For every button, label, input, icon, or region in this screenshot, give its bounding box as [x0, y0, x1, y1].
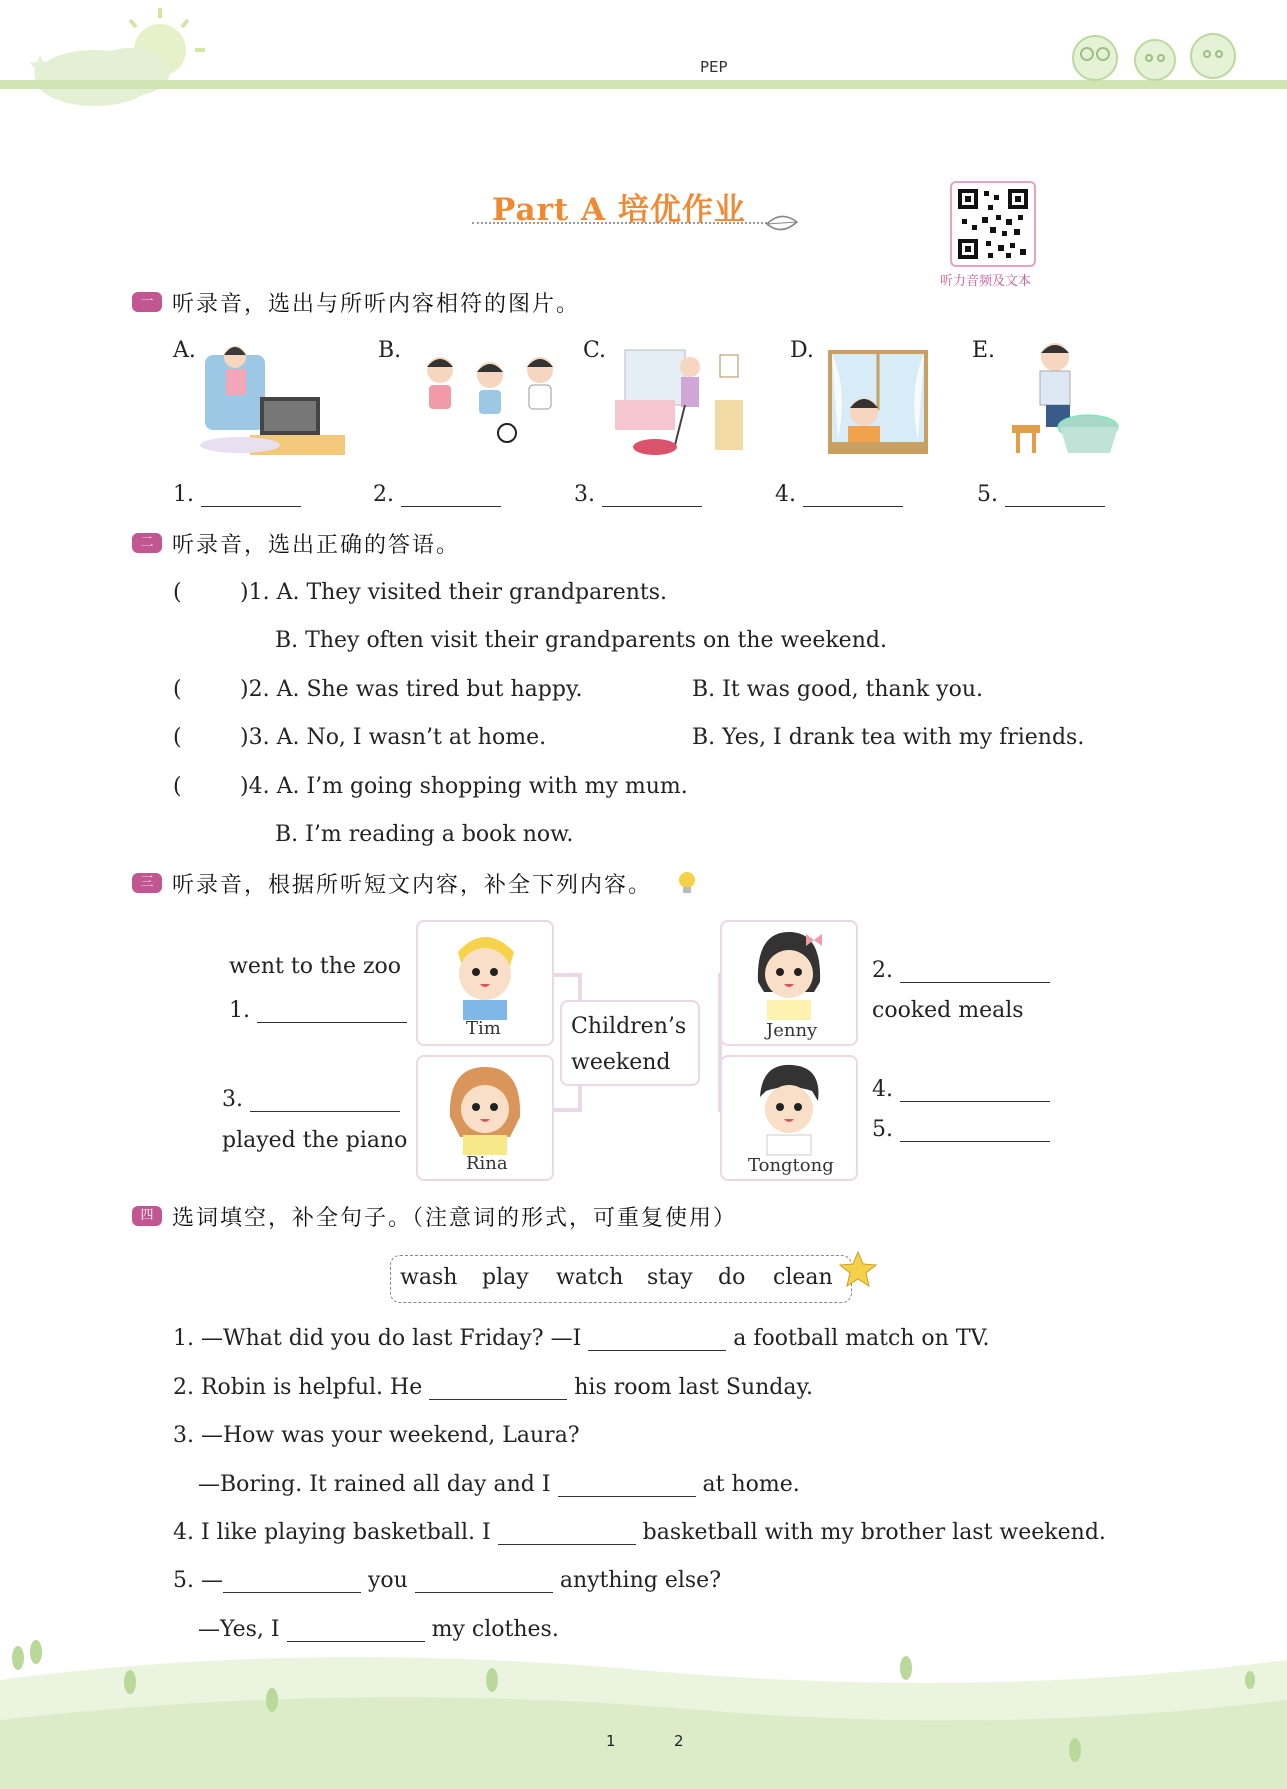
title-underline [472, 222, 767, 224]
s4-q1-blank[interactable] [588, 1350, 726, 1351]
question-4-b: B. I’m reading a book now. [275, 822, 574, 847]
section-4-badge: 四 [132, 1206, 162, 1226]
blank-1[interactable]: 1. [173, 482, 301, 507]
section-2-title: 听录音，选出正确的答语。 [172, 533, 461, 558]
question-2-a: )2. A. She was tired but happy. [240, 677, 583, 702]
tim-activity: went to the zoo [229, 954, 402, 979]
s4-q5-blank-2[interactable] [415, 1592, 553, 1593]
section-3-badge: 三 [132, 873, 162, 893]
tongtong-blank-5[interactable]: 5. [872, 1117, 1050, 1142]
page-title: Part A 培优作业 [492, 192, 746, 228]
picture-c-cleaning-room [615, 345, 745, 460]
picture-d-rainy-window [828, 350, 928, 465]
s4-q3-blank[interactable] [558, 1496, 696, 1497]
picture-a-watching-tv [200, 335, 345, 460]
answer-paren-4[interactable]: ( [173, 774, 182, 799]
word-wash: wash [400, 1265, 458, 1290]
tongtong-name: Tongtong [748, 1155, 834, 1176]
section-1-badge: 一 [132, 292, 162, 312]
s4-q5: 5. — you anything else? [173, 1568, 721, 1593]
word-watch: watch [556, 1265, 624, 1290]
blank-3[interactable]: 3. [574, 482, 702, 507]
lightbulb-icon [675, 870, 699, 896]
qr-code-icon [952, 183, 1034, 265]
tongtong-portrait [722, 1057, 856, 1157]
picture-b-playing-football [415, 345, 565, 445]
section-3-title: 听录音，根据所听短文内容，补全下列内容。 [172, 873, 653, 898]
pic-label-a: A. [173, 338, 196, 363]
pic-label-b: B. [378, 338, 402, 363]
tim-portrait [418, 922, 552, 1022]
tim-blank[interactable]: 1. [229, 998, 407, 1023]
word-do: do [718, 1265, 746, 1290]
s4-q2: 2. Robin is helpful. He his room last Sunday. [173, 1375, 813, 1400]
center-line-1: Children’s [571, 1014, 687, 1039]
question-1-a: )1. A. They visited their grandparents. [240, 580, 668, 605]
picture-e-washing-clothes [1010, 335, 1120, 460]
word-clean: clean [773, 1265, 833, 1290]
s4-q5-answer: —Yes, I my clothes. [198, 1617, 559, 1642]
rina-portrait [418, 1057, 552, 1157]
leaf-icon [765, 212, 801, 234]
question-3-b: B. Yes, I drank tea with my friends. [692, 725, 1085, 750]
rina-activity: played the piano [222, 1128, 408, 1153]
answer-paren-1[interactable]: ( [173, 580, 182, 605]
s4-q4-blank[interactable] [498, 1544, 636, 1545]
rina-name: Rina [466, 1153, 508, 1174]
s4-q5-blank-1[interactable] [223, 1592, 361, 1593]
section-2-badge: 二 [132, 533, 162, 553]
section-4-title: 选词填空，补全句子。（注意词的形式，可重复使用） [172, 1206, 738, 1231]
center-line-2: weekend [571, 1050, 671, 1075]
tongtong-blank-4[interactable]: 4. [872, 1077, 1050, 1102]
word-play: play [482, 1265, 529, 1290]
series-label: PEP [700, 58, 728, 76]
jenny-portrait [722, 922, 856, 1022]
page-number-left: 1 [606, 1732, 616, 1750]
footer-hills-decoration [0, 1640, 1287, 1789]
qr-code[interactable] [950, 181, 1036, 267]
s4-q3: 3. —How was your weekend, Laura? [173, 1423, 580, 1448]
section-1-title: 听录音，选出与所听内容相符的图片。 [172, 292, 581, 317]
question-2-b: B. It was good, thank you. [692, 677, 984, 702]
jenny-activity: cooked meals [872, 998, 1024, 1023]
answer-paren-3[interactable]: ( [173, 725, 182, 750]
blank-5[interactable]: 5. [977, 482, 1105, 507]
s4-q3-answer: —Boring. It rained all day and I at home. [198, 1472, 800, 1497]
header-animals-decoration [1055, 20, 1255, 85]
jenny-name: Jenny [766, 1020, 818, 1041]
blank-4[interactable]: 4. [775, 482, 903, 507]
question-4-a: )4. A. I’m going shopping with my mum. [240, 774, 688, 799]
blank-2[interactable]: 2. [373, 482, 501, 507]
answer-paren-2[interactable]: ( [173, 677, 182, 702]
pic-label-e: E. [972, 338, 996, 363]
s4-q1: 1. —What did you do last Friday? —I a football match on TV. [173, 1326, 990, 1351]
word-stay: stay [647, 1265, 693, 1290]
qr-caption: 听力音频及文本 [940, 274, 1032, 289]
s4-q4: 4. I like playing basketball. I basketball with my brother last weekend. [173, 1520, 1106, 1545]
star-icon [838, 1250, 878, 1290]
rina-blank[interactable]: 3. [222, 1087, 400, 1112]
header-decoration-left [0, 0, 220, 110]
question-3-a: )3. A. No, I wasn’t at home. [240, 725, 547, 750]
s4-q2-blank[interactable] [429, 1399, 567, 1400]
page-number-right: 2 [674, 1732, 684, 1750]
jenny-blank[interactable]: 2. [872, 958, 1050, 983]
pic-label-c: C. [583, 338, 607, 363]
pic-label-d: D. [790, 338, 814, 363]
question-1-b: B. They often visit their grandparents on the weekend. [275, 628, 887, 653]
tim-name: Tim [466, 1018, 501, 1039]
